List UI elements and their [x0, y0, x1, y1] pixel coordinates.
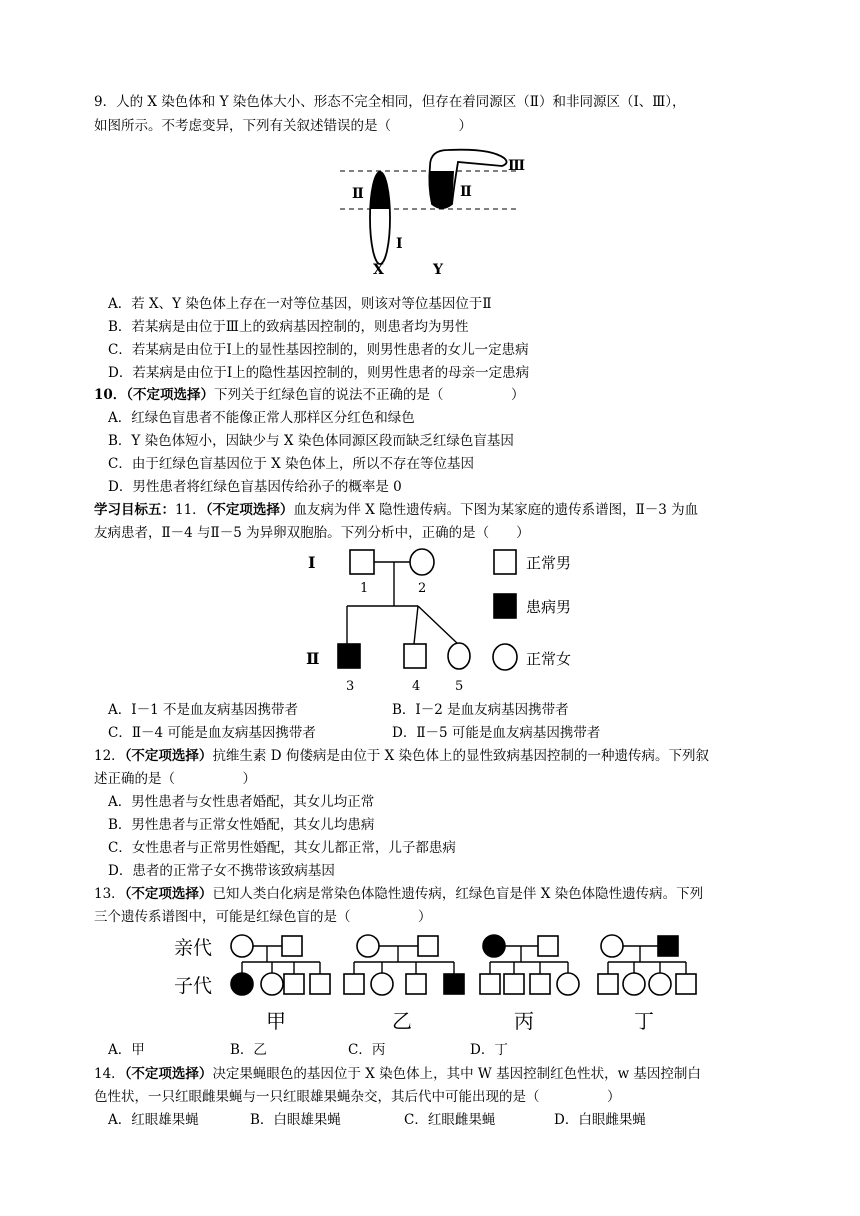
q11-goal: 学习目标五： [94, 502, 175, 518]
pedigree-number-4: 4 [412, 679, 421, 694]
hemophilia-pedigree-figure [290, 544, 610, 696]
pedigree-i1-male [350, 550, 374, 574]
region-1-label: Ⅰ [396, 236, 403, 252]
legend-normal-female-symbol [493, 644, 517, 670]
q10-number: 10． [94, 387, 127, 403]
q14-number: 14． [94, 1066, 125, 1082]
q13-option-d[interactable]: D．丁 [470, 1042, 508, 1058]
q10-option-a[interactable]: A．红绿色盲患者不能像正常人那样区分红色和绿色 [108, 410, 415, 426]
q14-option-a[interactable]: A．红眼雄果蝇 [108, 1112, 199, 1128]
pedigree-i2-female [410, 549, 434, 575]
q13-stem-line1 [94, 884, 703, 904]
q12-stem-text1: 抗维生素 D 佝偻病是由位于 X 染色体上的显性致病基因控制的一种遗传病。下列叙 [212, 748, 710, 764]
pedigree-label-bing: 丙 [514, 1009, 534, 1033]
q13-tag: （不定项选择） [124, 886, 213, 902]
q12-option-b[interactable]: B．男性患者与正常女性婚配，其女儿均患病 [108, 817, 375, 833]
q11-tag: （不定项选择） [205, 502, 294, 518]
q9-option-c[interactable]: C．若某病是由位于Ⅰ上的显性基因控制的，则男性患者的女儿一定患病 [108, 342, 529, 358]
pedigree-number-1: 1 [360, 581, 369, 596]
q10-stem-text: 下列关于红绿色盲的说法不正确的是（ ） [214, 387, 525, 403]
q14-option-d[interactable]: D．白眼雌果蝇 [554, 1112, 646, 1128]
q12-option-d[interactable]: D．患者的正常子女不携带该致病基因 [108, 863, 335, 879]
q12-option-a[interactable]: A．男性患者与女性患者婚配，其女儿均正常 [108, 794, 375, 810]
q12-stem-line2: 述正确的是（ ） [94, 771, 256, 787]
q10-tag: （不定项选择） [126, 387, 215, 403]
region-3-label: Ⅲ [508, 158, 526, 174]
pedigree-ii5-female [448, 643, 470, 669]
q9-option-a[interactable]: A．若 X、Y 染色体上存在一对等位基因，则该对等位基因位于Ⅱ [108, 296, 492, 312]
children-row-label: 子代 [174, 975, 213, 997]
q11-stem-text1: 血友病为伴 X 隐性遗传病。下图为某家庭的遗传系谱图，Ⅱ－3 为血 [293, 502, 699, 518]
pedigree-number-3: 3 [346, 679, 355, 694]
q14-stem-line2: 色性状，一只红眼雌果蝇与一只红眼雄果蝇杂交，其后代中可能出现的是（ ） [94, 1089, 621, 1105]
pedigree-label-jia: 甲 [266, 1009, 286, 1033]
pedigree-number-5: 5 [455, 679, 464, 694]
four-pedigrees-figure [168, 928, 708, 1038]
pedigree-ii3-affected-male [338, 644, 360, 668]
pedigree-label-yi: 乙 [392, 1009, 412, 1033]
q9-option-b[interactable]: B．若某病是由位于Ⅲ上的致病基因控制的，则患者均为男性 [108, 319, 469, 335]
q10-option-d[interactable]: D．男性患者将红绿色盲基因传给孙子的概率是 0 [108, 479, 402, 495]
q13-option-c[interactable]: C．丙 [348, 1042, 386, 1058]
pedigree-number-2: 2 [418, 581, 427, 596]
parents-row-label: 亲代 [174, 937, 213, 959]
q14-stem-line1 [94, 1064, 701, 1084]
q13-stem-line2: 三个遗传系谱图中，可能是红绿色盲的是（ ） [94, 909, 432, 925]
legend-affected-male-symbol [494, 594, 516, 618]
q14-option-c[interactable]: C．红眼雌果蝇 [404, 1112, 496, 1128]
q11-option-b[interactable]: B．Ⅰ－2 是血友病基因携带者 [392, 702, 569, 718]
q10-stem [94, 385, 525, 405]
q10-option-b[interactable]: B．Y 染色体短小，因缺少与 X 染色体同源区段而缺乏红绿色盲基因 [108, 433, 514, 449]
q13-number: 13． [94, 886, 125, 902]
q11-option-a[interactable]: A．Ⅰ－1 不是血友病基因携带者 [108, 702, 298, 718]
q13-option-b[interactable]: B．乙 [230, 1042, 267, 1058]
q11-stem-line2: 友病患者，Ⅱ－4 与Ⅱ－5 为异卵双胞胎。下列分析中，正确的是（ ） [94, 525, 530, 541]
legend-normal-male: 正常男 [526, 554, 572, 572]
x-label: X [373, 262, 384, 278]
q12-stem-line1 [94, 746, 709, 766]
q11-stem-line1 [94, 500, 698, 520]
generation-1-label: Ⅰ [308, 553, 316, 572]
q14-stem-text1: 决定果蝇眼色的基因位于 X 染色体上，其中 W 基因控制红色性状，w 基因控制白 [212, 1066, 701, 1082]
pedigree-ding [598, 935, 696, 995]
q11-option-d[interactable]: D．Ⅱ－5 可能是血友病基因携带者 [392, 725, 601, 741]
pedigree-ii4-male [404, 644, 426, 668]
legend-normal-female: 正常女 [526, 650, 572, 668]
generation-2-label: Ⅱ [306, 649, 320, 668]
q13-option-a[interactable]: A．甲 [108, 1042, 145, 1058]
q11-number: 11． [175, 502, 206, 518]
pedigree-label-ding: 丁 [634, 1009, 654, 1033]
pedigree-yi [344, 935, 464, 995]
xy-chromosome-figure [340, 146, 540, 278]
region-2-label-x: Ⅱ [352, 186, 364, 202]
q12-tag: （不定项选择） [124, 748, 213, 764]
q12-option-c[interactable]: C．女性患者与正常男性婚配，其女儿都正常，儿子都患病 [108, 840, 456, 856]
pedigree-jia [231, 935, 330, 995]
q10-option-c[interactable]: C．由于红绿色盲基因位于 X 染色体上，所以不存在等位基因 [108, 456, 475, 472]
q14-tag: （不定项选择） [124, 1066, 213, 1082]
q12-number: 12． [94, 748, 125, 764]
q13-stem-text1: 已知人类白化病是常染色体隐性遗传病，红绿色盲是伴 X 染色体隐性遗传病。下列 [212, 886, 704, 902]
legend-normal-male-symbol [494, 550, 516, 574]
q14-option-b[interactable]: B．白眼雄果蝇 [250, 1112, 341, 1128]
q9-stem-line1: 9．人的 X 染色体和 Y 染色体大小、形态不完全相同，但存在着同源区（Ⅱ）和非同源区（Ⅰ、Ⅲ）， [94, 94, 686, 110]
region-2-label-y: Ⅱ [460, 184, 472, 200]
legend-affected-male: 患病男 [526, 598, 572, 616]
pedigree-bing [480, 935, 579, 995]
q9-stem-line2: 如图所示。不考虑变异，下列有关叙述错误的是（ ） [94, 118, 472, 134]
q9-option-d[interactable]: D．若某病是由位于Ⅰ上的隐性基因控制的，则男性患者的母亲一定患病 [108, 365, 530, 381]
q11-option-c[interactable]: C．Ⅱ－4 可能是血友病基因携带者 [108, 725, 316, 741]
y-label: Y [433, 262, 443, 278]
